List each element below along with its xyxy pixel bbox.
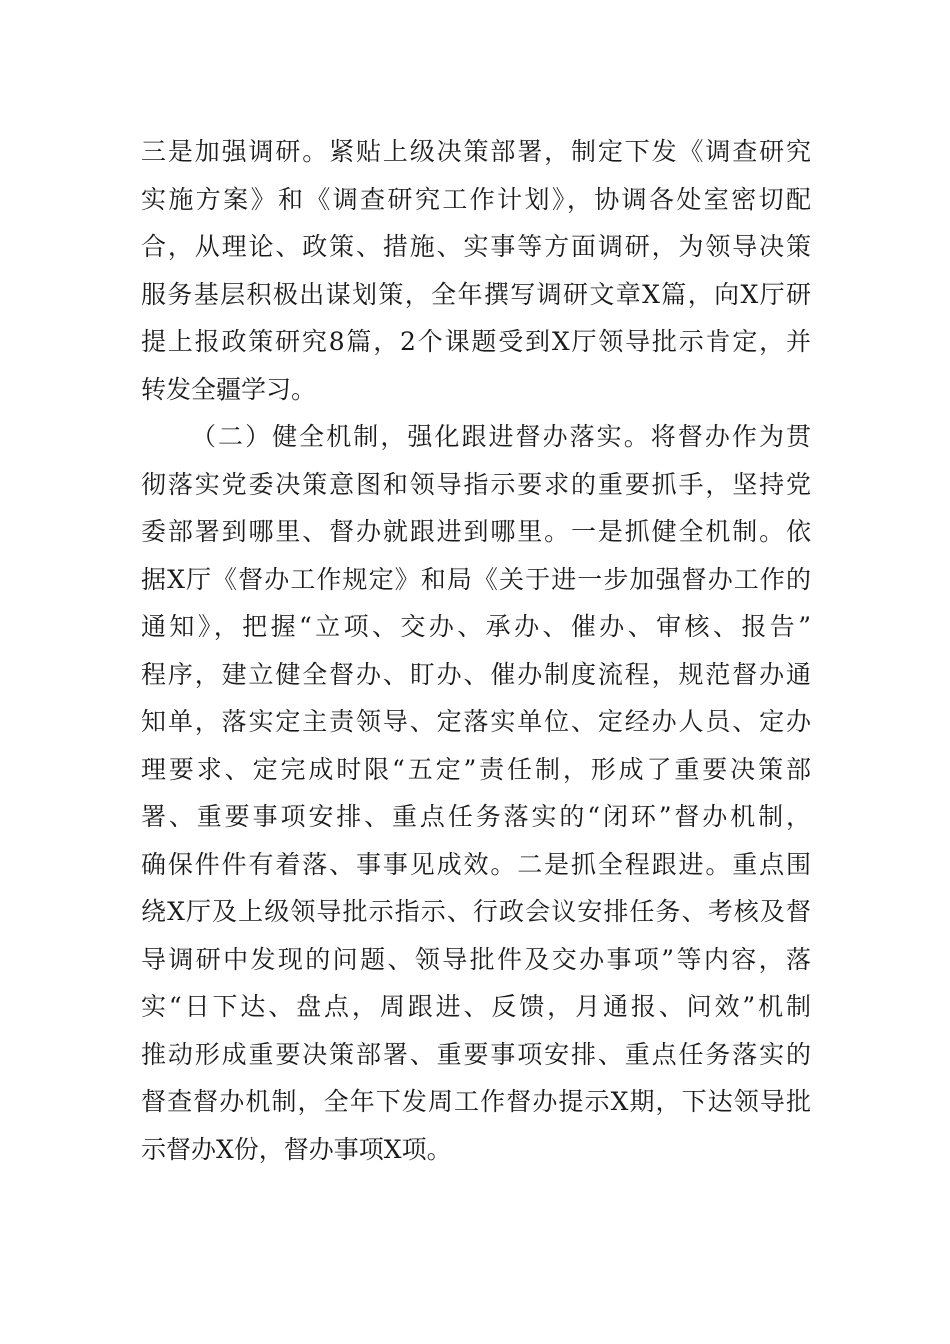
text-line: 提上报政策研究8篇，2个课题受到X厅领导批示肯定，并 — [141, 327, 811, 356]
text-line: 推动形成重要决策部署、重要事项安排、重点任务落实的 — [141, 1039, 811, 1069]
text-line: 程序，建立健全督办、盯办、催办制度流程，规范督办通 — [141, 659, 811, 689]
text-line: 委部署到哪里、督办就跟进到哪里。一是抓健全机制。依 — [141, 517, 811, 546]
text-line: 服务基层积极出谋划策，全年撰写调研文章X篇，向X厅研 — [141, 279, 811, 309]
text-line: 实“日下达、盘点，周跟进、反馈，月通报、问效”机制 — [141, 992, 811, 1021]
text-line: 三是加强调研。紧贴上级决策部署，制定下发《调查研究 — [141, 137, 811, 166]
text-line: 确保件件有着落、事事见成效。二是抓全程跟进。重点围 — [141, 849, 811, 879]
text-line: 据X厅《督办工作规定》和局《关于进一步加强督办工作的 — [141, 564, 811, 594]
text-line: 署、重要事项安排、重点任务落实的“闭环”督办机制， — [141, 802, 811, 831]
text-line: 合，从理论、政策、措施、实事等方面调研，为领导决策 — [141, 232, 811, 261]
text-line: 督查督办机制，全年下发周工作督办提示X期，下达领导批 — [141, 1087, 811, 1116]
text-line: 示督办X份，督办事项X项。 — [141, 1134, 452, 1164]
text-line: 转发全疆学习。 — [141, 374, 317, 404]
text-line: 知单，落实定主责领导、定落实单位、定经办人员、定办 — [141, 707, 811, 736]
text-line: 彻落实党委决策意图和领导指示要求的重要抓手，坚持党 — [141, 469, 811, 499]
text-line: （二）健全机制，强化跟进督办落实。将督办作为贯 — [191, 422, 811, 451]
text-line: 通知》，把握“立项、交办、承办、催办、审核、报告” — [141, 612, 811, 641]
body-text — [141, 128, 811, 1173]
text-line: 理要求、定完成时限“五定”责任制，形成了重要决策部 — [141, 754, 811, 784]
text-line: 实施方案》和《调查研究工作计划》，协调各处室密切配 — [141, 184, 811, 214]
text-line: 绕X厅及上级领导批示指示、行政会议安排任务、考核及督 — [141, 897, 811, 926]
text-line: 导调研中发现的问题、领导批件及交办事项”等内容，落 — [141, 944, 811, 974]
